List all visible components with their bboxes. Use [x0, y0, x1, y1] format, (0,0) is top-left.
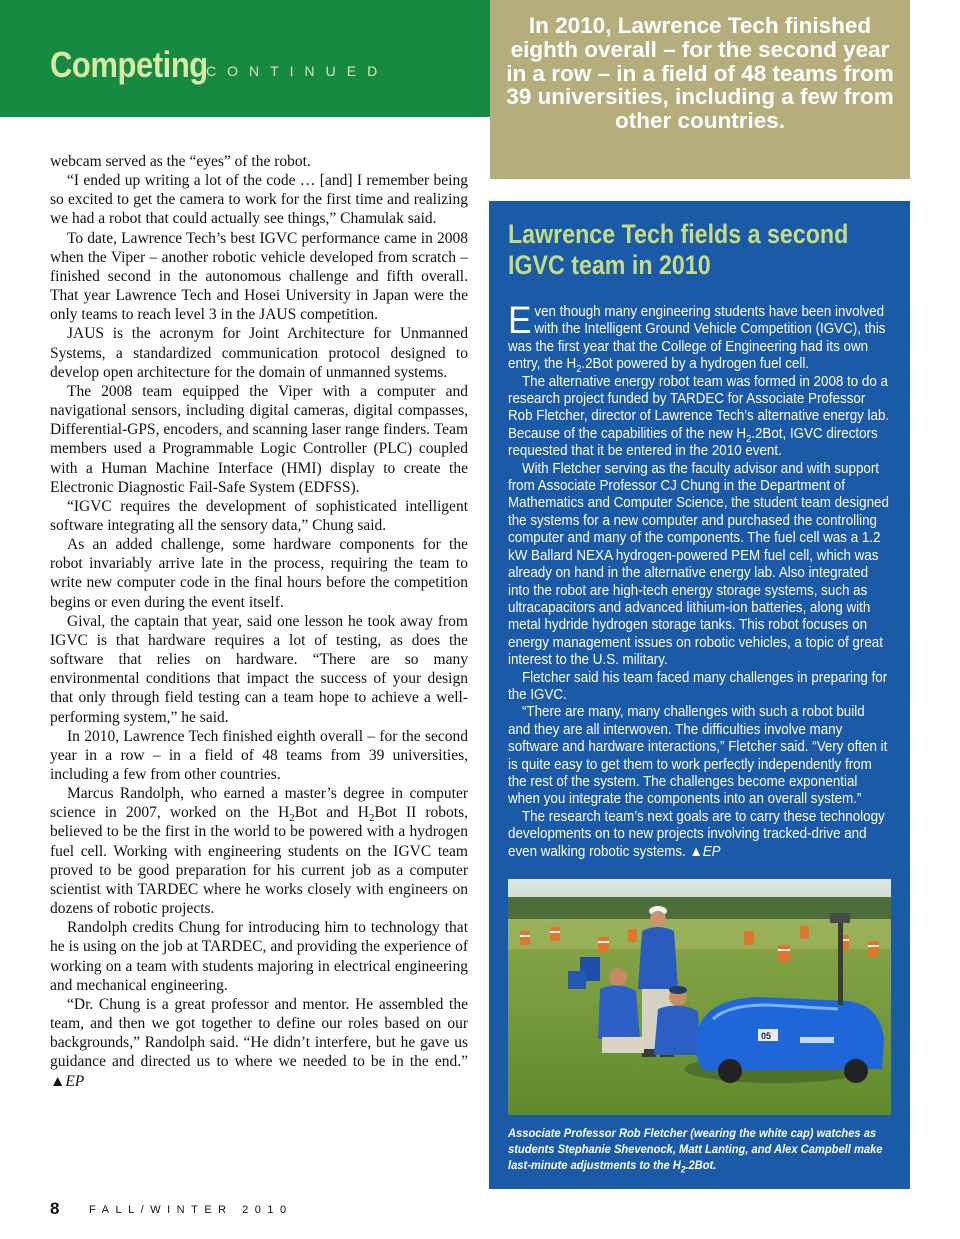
text-run: .2Bot, IGVC directors requested that it be entered in the 2010 event. — [508, 425, 878, 460]
article-paragraph — [50, 784, 468, 918]
end-mark: ▲EP — [50, 1072, 85, 1090]
subscript: 2 — [576, 364, 582, 376]
subscript: 2 — [368, 812, 375, 825]
section-continued-label: CONTINUED — [206, 63, 389, 79]
section-header-band — [0, 0, 490, 117]
issue-label: FALL/WINTER 2010 — [89, 1204, 293, 1216]
sidebar-paragraph — [508, 300, 889, 376]
team-photo-illustration — [508, 879, 891, 1115]
text-run: .2Bot powered by a hydrogen fuel cell. — [581, 356, 810, 373]
article-paragraph: “IGVC requires the development of sophisticated intelligent software integrating all the sensory data,” Chung said. — [50, 497, 468, 534]
section-title: Competing — [50, 44, 208, 85]
article-paragraph: To date, Lawrence Tech’s best IGVC performance came in 2008 when the Viper – another robotic vehicle developed from scratch – finished second in the autonomous challenge and fifth overall. That year Lawrence Tech and Hosei University in Japan were the only teams to reach level 3 in the JAUS competition. — [50, 229, 468, 324]
sidebar-box — [489, 201, 910, 1189]
end-mark: ▲EP — [689, 843, 721, 860]
sidebar-paragraph — [508, 809, 889, 861]
article-paragraph: JAUS is the acronym for Joint Architecture for Unmanned Systems, a standardized communication protocol designed to develop open architecture for the domain of unmanned systems. — [50, 325, 468, 381]
text-run: Associate Professor Rob Fletcher (wearing the white cap) watches as students Stephanie Shevenock, Matt Lanting, and Alex Campbell make last-minute adjustments to the H — [508, 1126, 883, 1172]
sidebar-paragraph: Fletcher said his team faced many challenges in preparing for the IGVC. — [508, 669, 888, 703]
text-run: The alternative energy robot team was formed in 2008 to do a research project funded by TARDEC for Associate Professor Rob Fletcher, director of Lawrence Tech’s alternative energy lab. Because of the capabilities of the new H — [508, 373, 890, 442]
article-paragraph: Gival, the captain that year, said one lesson he took away from IGVC is that hardware requires a lot of testing, as does the software that relies on hardware. “There are so many environmental conditions that impact the success of your design that only through field testing can a team hope to achieve a well-performing system,” he said. — [50, 612, 468, 726]
article-paragraph: Randolph credits Chung for introducing him to technology that he is using on the job at TARDEC, and providing the experience of working on a team with students majoring in electrical engineering and mechanical engineering. — [50, 919, 468, 994]
sidebar-title — [508, 219, 899, 281]
article-paragraph: The 2008 team equipped the Viper with a computer and navigational sensors, including digital cameras, digital compasses, Differential-GPS, encoders, and scanning laser range finders. Team members used a Programmable Logic Controller (PLC) coupled with a Human Machine Interface (HMI) display to create the Electronic Diagnostic Fail-Safe System (EDFSS). — [50, 382, 468, 496]
text-run: “Dr. Chung is a great professor and mentor. He assembled the team, and then we got together to define our roles based on our backgrounds,” Randolph said. “He didn’t interfere, but he gave us guidance and directed us to where we needed to be in the end.” — [50, 995, 468, 1071]
article-paragraph: webcam served as the “eyes” of the robot. — [50, 153, 311, 170]
sidebar-paragraph: “There are many, many challenges with such a robot build and they are all interwoven. The difficulties involve many software and hardware interactions,” Fletcher said. “Very often it is quite easy to get them to work perfectly independently from the rest of the system. The challenges become exponential when you integrate the components into an overall system.” — [508, 704, 888, 808]
sidebar-body — [508, 300, 890, 861]
pull-quote-text: In 2010, Lawrence Tech finished eighth overall – for the second year in a row – in a field of 48 teams from 39 universities, including a few from other countries. — [506, 13, 894, 134]
text-run: ven though many engineering students have been involved with the Intelligent Ground Vehicle Competition (IGVC), this was the first year that the College of Engineering had its own entry, the H — [508, 304, 886, 373]
text-run: Bot and H — [294, 804, 369, 822]
text-run: The research team’s next goals are to carry these technology developments on to new projects involving tracked-drive and even walking robotic systems. — [508, 808, 885, 860]
subscript: 2 — [746, 433, 752, 445]
subscript: 2 — [680, 1164, 686, 1175]
subscript: 2 — [289, 812, 295, 825]
sidebar-paragraph: With Fletcher serving as the faculty advisor and with support from Associate Professor CJ Chung in the Department of Mathematics and Computer Science, the student team designed the systems for a new computer and purchased the controlling computer and many of the components. The fuel cell was a 1.2 kW Ballard NEXA hydrogen-powered PEM fuel cell, which was already on hand in the alternative energy lab. Also integrated into the robot are high-tech energy storage systems, such as ultracapacitors and advanced lithium-ion batteries, along with metal hydride hydrogen storage tanks. This robot focuses on energy management issues on robotic vehicles, a topic of great interest to the U.S. military. — [508, 460, 889, 669]
drop-cap: E — [508, 300, 532, 342]
robot-number-label: 05 — [761, 1031, 772, 1041]
text-run: Marcus Randolph, who earned a master’s degree in computer science in 2007, worked on the H — [50, 785, 468, 822]
page-number: 8 — [50, 1199, 60, 1218]
team-photo — [508, 879, 891, 1115]
article-body — [50, 152, 468, 1091]
article-paragraph: In 2010, Lawrence Tech finished eighth overall – for the second year in a row – in a field of 48 teams from 39 universities, including a few from other countries. — [50, 727, 468, 783]
text-run: .2Bot. — [685, 1158, 717, 1172]
article-paragraph: “I ended up writing a lot of the code … [and] I remember being so excited to get the camera to work for the first time and realizing we had a robot that could actually see things,” Chamulak said. — [50, 172, 468, 228]
sidebar-paragraph — [508, 374, 889, 461]
sidebar-title-line: IGVC team in 2010 — [508, 250, 711, 280]
article-paragraph — [50, 995, 468, 1091]
pull-quote-box — [490, 0, 910, 179]
photo-caption — [508, 1125, 886, 1173]
text-run: Bot II robots, believed to be the first in the world to be powered with a hydrogen fuel cell. Working with engineering students on the IGVC team proved to be good preparation for his current job as a computer scientist with TARDEC where he works closely with engineers on dozens of robotic projects. — [50, 804, 469, 918]
sidebar-title-line: Lawrence Tech fields a second — [508, 219, 849, 249]
article-paragraph: As an added challenge, some hardware components for the robot invariably arrive late in the process, requiring the team to write new computer code in the final hours before the competition begins or even during the event itself. — [50, 536, 468, 611]
